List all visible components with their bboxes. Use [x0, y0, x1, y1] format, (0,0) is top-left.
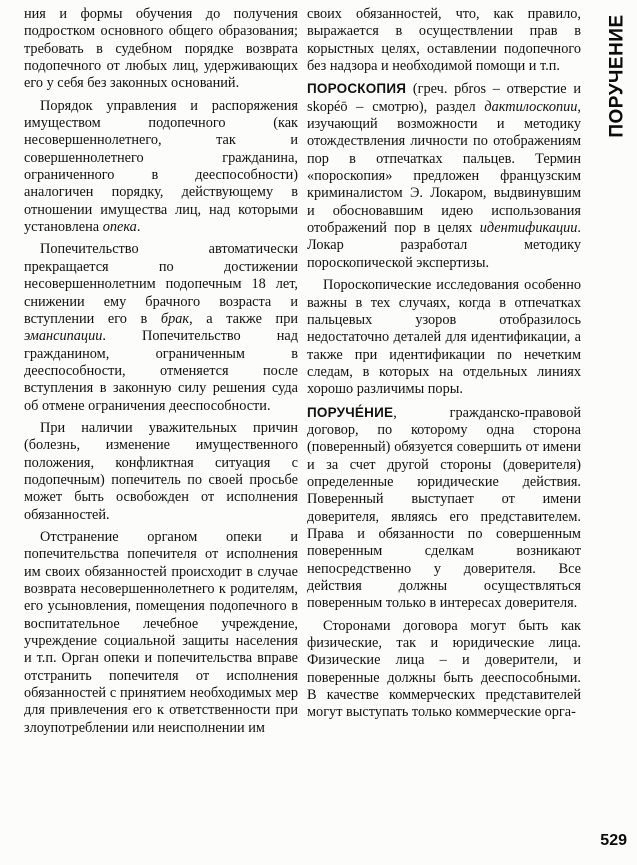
paragraph-text: , изучающий возможности и методику отождествления личности по отображениям пор в отпечатках пальцев. Термин «пороскопия» предложен французским криминалистом Э. Локаром, выдвинувшим и обосновавшим идею использования отображений пор в целях: [307, 98, 581, 237]
paragraph-text: Порядок управления и распоряжения имуществом подопечного (как несовершеннолетнего, так и совершеннолетнего гражданина, ограниченного в дееспособности) аналогичен порядку, действующему в отношении имущества лиц, над которыми установлена: [24, 97, 298, 236]
entry-term: ПОРОСКОПИЯ: [307, 81, 407, 97]
paragraph-parties: [307, 618, 581, 722]
running-header-text: ПОРУЧЕНИЕ: [607, 14, 628, 138]
paragraph-text: Сторонами договора могут быть как физические, так и юридические лица. Физические лица – и доверители, и поверенные должны быть дееспособными. В качестве коммерческих представителей могут выступать только коммерческие орга-: [307, 617, 581, 721]
paragraph-text: При наличии уважительных причин (болезнь, изменение имущественного положения, конфликтная ситуация с подопечным) попечитель по своей просьбе может быть освобожден от исполнения обязанностей.: [24, 419, 298, 523]
entry-poroscopy: [307, 80, 581, 272]
paragraph-poroscopy-importance: [307, 277, 581, 398]
running-header: [605, 16, 631, 136]
paragraph-guardian-rights: [24, 6, 298, 93]
paragraph-text: , а также при: [189, 310, 298, 327]
paragraph-removal: [24, 529, 298, 737]
paragraph-text: . Попечительство над гражданином, ограниченным в дееспособности, отменяется после вступления в законную силу решения суда об отмене ограничения дееспособности.: [24, 328, 298, 414]
paragraph-property-management: [24, 98, 298, 237]
cross-reference: опека: [102, 219, 137, 236]
paragraph-text: , гражданско-правовой договор, по которому одна сторона (поверенный) обязуется совершить от имени и за счет другой стороны (доверителя) определенные юридические действия. Поверенный выступает от имени доверителя, являясь его представителем. Права и обязанности по совершенным поверенным сделкам возникают непосредственно у доверителя. Все действия должны осуществляться поверенным только в интересах доверителя.: [307, 404, 581, 612]
entry-term: ПОРУЧЕ́НИЕ: [307, 404, 394, 420]
cross-reference: дактилоскопии: [484, 98, 578, 115]
right-column: [307, 6, 581, 722]
page-number: 529: [600, 832, 627, 849]
paragraph-text: Отстранение органом опеки и попечительства попечителя от исполнения им своих обязанностей происходит в случае возврата несовершеннолетнего к родителям, его усыновления, помещения подопечного в воспитательное лечебное учреждение, учреждение социальной защиты населения и т.п. Орган опеки и попечительства вправе отстранить попечителя от исполнения обязанностей с принятием необходимых мер для привлечения его к ответственности при злоупотреблении или неисполнении им: [24, 528, 298, 736]
paragraph-text: ния и формы обучения до получения подростком основного общего образования; требовать в судебном порядке возврата подопечного от любых лиц, удерживающих его у себя без законных оснований.: [24, 6, 298, 92]
paragraph-text: . Локар разработал методику пороскопической экспертизы.: [307, 220, 581, 271]
paragraph-release: [24, 420, 298, 524]
cross-reference: идентификации: [479, 220, 578, 237]
cross-reference: брак: [160, 310, 190, 327]
paragraph-text: Пороскопические исследования особенно важны в тех случаях, когда в отпечатках пальцевых узоров отобразилось недостаточно деталей для идентификации, а также при идентификации по нечетким следам, в которых на отдельных линиях хорошо различимы поры.: [307, 277, 581, 398]
paragraph-continuation: [307, 6, 581, 75]
left-column: [24, 6, 298, 737]
cross-reference: эмансипации: [24, 328, 103, 345]
paragraph-text: (греч. pбros – отверстие и skopéō – смотрю), раздел: [307, 81, 581, 115]
paragraph-text: .: [136, 219, 141, 236]
paragraph-text: Попечительство автоматически прекращается по достижении несовершеннолетним подопечным 18 лет, снижении ему брачного возраста и вступлении его в: [24, 241, 298, 327]
entry-commission: [307, 404, 581, 613]
paragraph-termination: [24, 241, 298, 414]
paragraph-text: своих обязанностей, что, как правило, выражается в осуществлении прав в корыстных целях, оставлении подопечного без надзора и необходимой помощи и т.п.: [307, 6, 581, 75]
